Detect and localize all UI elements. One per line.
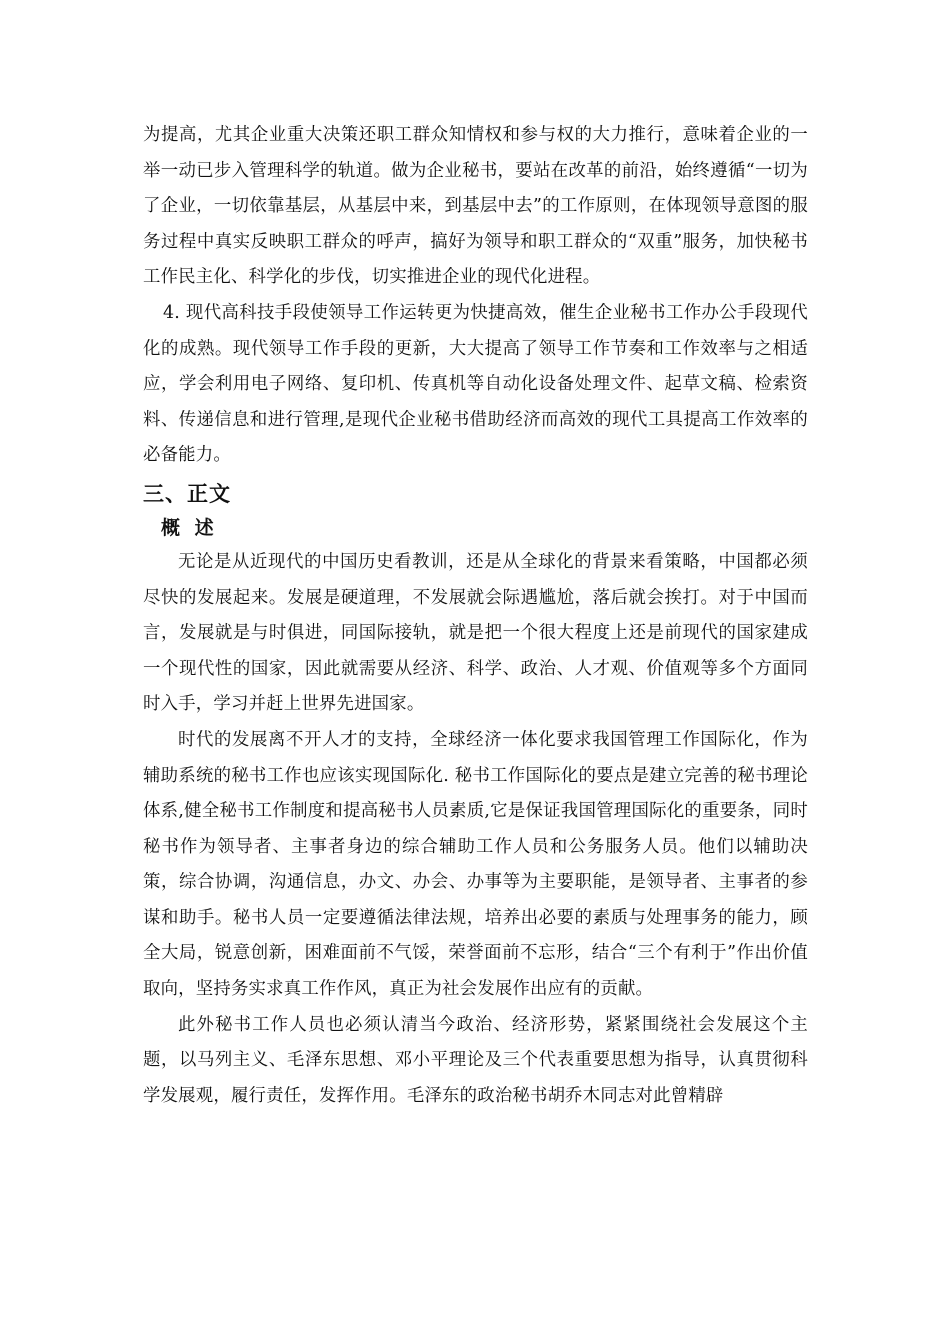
paragraph-overview-1: 无论是从近现代的中国历史看教训，还是从全球化的背景来看策略，中国都必须尽快的发展起来。发展是硬道理，不发展就会际遇尴尬，落后就会挨打。对于中国而言，发展就是与时俱进，同国际接轨，就是把一个很大程度上还是前现代的国家建成一个现代性的国家，因此就需要从经济、科学、政治、人才观、价值观等多个方面同时入手，学习并赶上世界先进国家。 — [143, 551, 808, 715]
paragraph-overview-2: 时代的发展离不开人才的支持，全球经济一体化要求我国管理工作国际化，作为辅助系统的秘书工作也应该实现国际化. 秘书工作国际化的要点是建立完善的秘书理论体系,健全秘书工作制度和提高秘书人员素质,它是保证我国管理国际化的重要条，同时秘书作为领导者、主事者身边的综合辅助工作人员和公务服务人员。他们以辅助决策，综合协调，沟通信息，办文、办会、办事等为主要职能，是领导者、主事者的参谋和助手。秘书人员一定要遵循法律法规，培养出必要的素质与处理事务的能力，顾全大局，锐意创新，困难面前不气馁，荣誉面前不忘形，结合“三个有利于”作出价值取向，坚持务实求真工作作风，真正为社会发展作出应有的贡献。 — [143, 729, 808, 1000]
paragraph-continuation: 为提高，尤其企业重大决策还职工群众知情权和参与权的大力推行，意味着企业的一举一动已步入管理科学的轨道。做为企业秘书，要站在改革的前沿，始终遵循“一切为了企业，一切依靠基层，从基层中来，到基层中去”的工作原则，在体现领导意图的服务过程中真实反映职工群众的呼声，搞好为领导和职工群众的“双重”服务，加快秘书工作民主化、科学化的步伐，切实推进企业的现代化进程。 — [143, 125, 808, 288]
paragraph-item-4: 4. 现代高科技手段使领导工作运转更为快捷高效，催生企业秘书工作办公手段现代化的成熟。现代领导工作手段的更新，大大提高了领导工作节奏和工作效率与之相适应，学会利用电子网络、复印机、传真机等自动化设备处理文件、起草文稿、检索资料、传递信息和进行管理,是现代企业秘书借助经济而高效的现代工具提高工作效率的必备能力。 — [143, 302, 808, 466]
document-page — [143, 118, 808, 1114]
subsection-heading: 概 述 — [161, 516, 218, 539]
section-heading: 三、正文 — [143, 481, 231, 506]
paragraph-overview-3: 此外秘书工作人员也必须认清当今政治、经济形势，紧紧围绕社会发展这个主题，以马列主义、毛泽东思想、邓小平理论及三个代表重要思想为指导，认真贯彻科学发展观，履行责任，发挥作用。毛泽东的政治秘书胡乔木同志对此曾精辟 — [143, 1014, 808, 1106]
